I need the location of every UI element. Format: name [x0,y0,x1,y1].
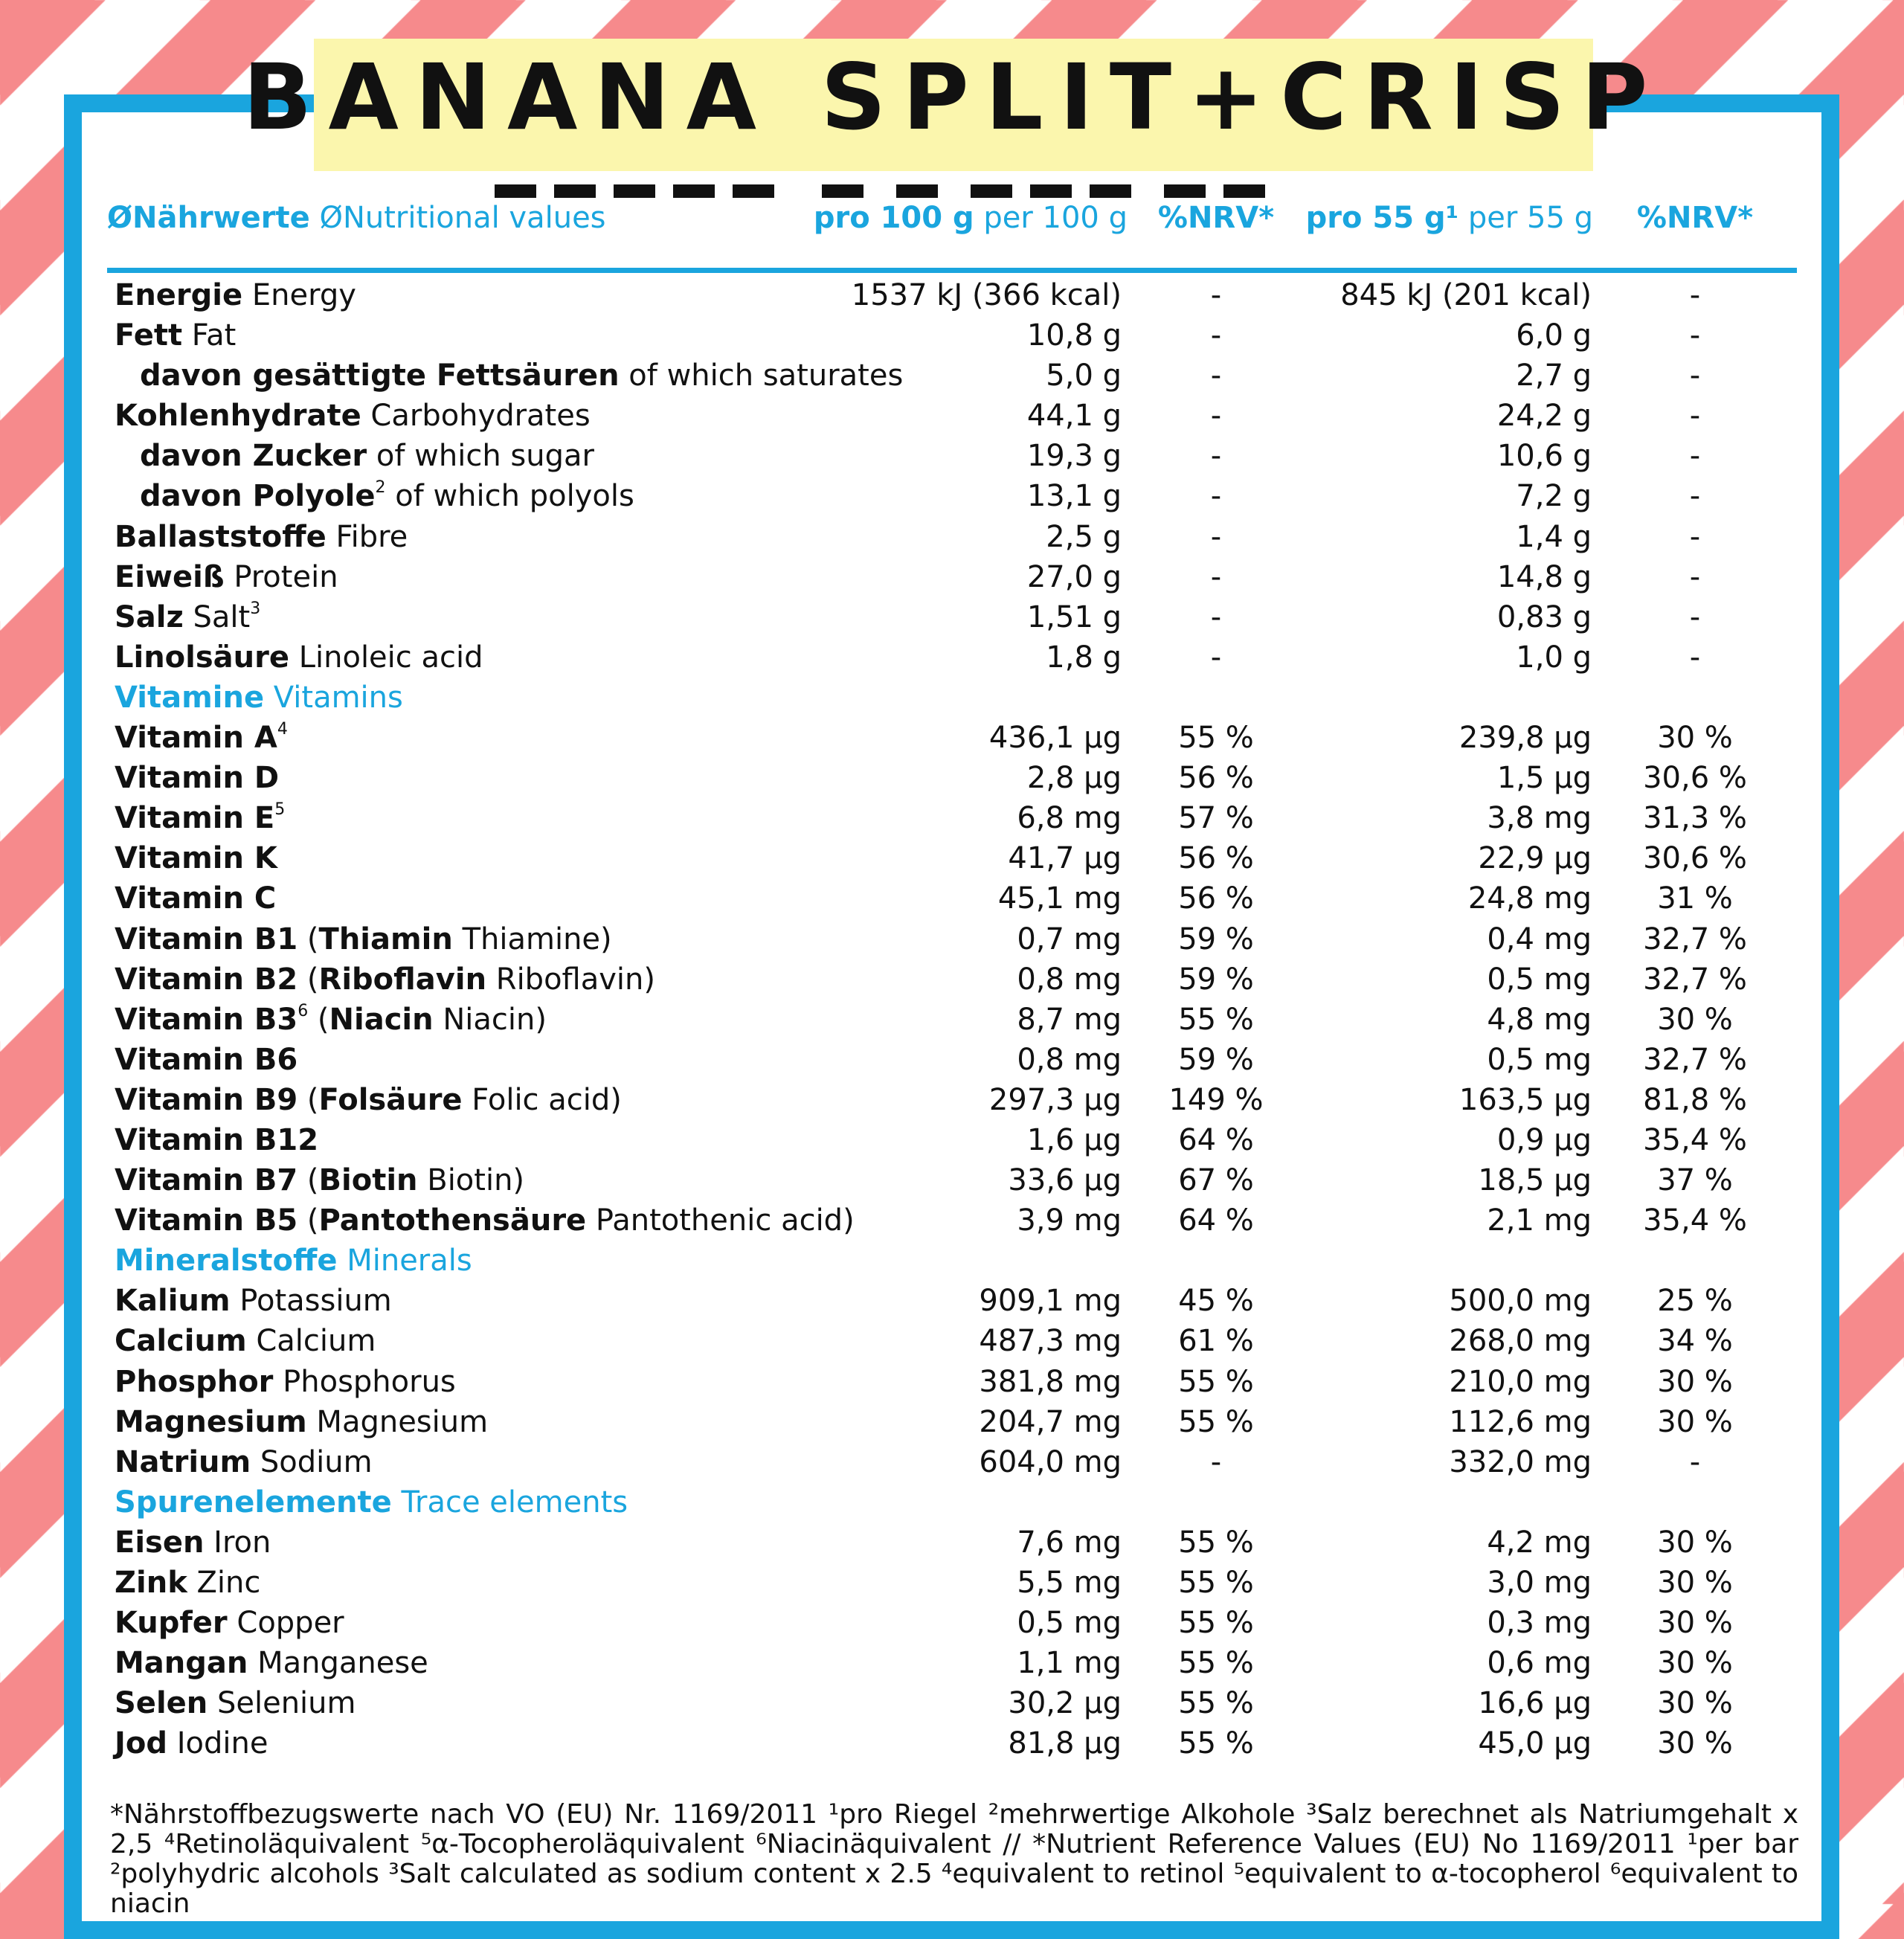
table-row [0,1160,1904,1200]
nrv-per-55g: - [1689,358,1701,393]
table-row [0,1603,1904,1643]
nrv-per-55g: 30 % [1657,1646,1733,1681]
title-banner [242,39,1665,171]
row-label: Magnesium Magnesium [115,1404,489,1439]
nrv-per-100g: - [1210,559,1222,594]
value-per-100g: 1,1 mg [1017,1646,1122,1681]
nrv-per-100g: 55 % [1178,1686,1254,1721]
nrv-per-100g: 149 % [1168,1082,1264,1117]
value-per-55g: 0,4 mg [1487,922,1592,956]
value-per-55g: 0,5 mg [1487,962,1592,997]
value-per-100g: 13,1 g [1026,479,1122,514]
table-row [0,315,1904,356]
value-per-100g: 44,1 g [1026,399,1122,434]
table-row [0,718,1904,758]
value-per-55g: 7,2 g [1516,479,1592,514]
row-label: Eisen Iron [115,1525,271,1560]
value-per-100g: 33,6 µg [1008,1163,1122,1198]
value-per-100g: 297,3 µg [988,1082,1122,1117]
row-label: Vitamin B2 (Riboflavin Riboflavin) [115,962,655,997]
product-title: BANANA SPLIT+CRISP [242,45,1665,150]
value-per-55g: 332,0 mg [1449,1444,1592,1479]
nrv-per-55g: 31,3 % [1643,801,1747,836]
row-label: davon gesättigte Fettsäuren of which saturates [140,358,904,393]
value-per-100g: 3,9 mg [1017,1203,1122,1238]
value-per-100g: 487,3 mg [979,1324,1122,1359]
row-label: Linolsäure Linoleic acid [115,640,483,675]
nrv-per-100g: 55 % [1178,721,1254,756]
value-per-100g: 0,5 mg [1017,1606,1122,1641]
nrv-per-100g: - [1210,599,1222,634]
nrv-per-100g: 57 % [1178,801,1254,836]
nrv-per-100g: 55 % [1178,1364,1254,1399]
row-label: Jod Iodine [115,1726,268,1761]
row-label: Kalium Potassium [115,1284,392,1319]
row-label: Spurenelemente Trace elements [115,1485,628,1520]
nrv-per-100g: - [1210,479,1222,514]
section-heading [0,1241,1904,1281]
table-row [0,1080,1904,1120]
nrv-per-100g: 64 % [1178,1203,1254,1238]
table-row [0,1281,1904,1321]
value-per-100g: 10,8 g [1026,318,1122,353]
value-per-55g: 22,9 µg [1478,841,1592,876]
row-label: Vitamin B5 (Pantothensäure Pantothenic acid) [115,1203,855,1238]
value-per-55g: 0,9 µg [1496,1122,1592,1157]
value-per-100g: 2,5 g [1046,519,1122,554]
row-label: Vitamin K [115,841,277,876]
row-label: Fett Fat [115,318,237,353]
value-per-100g: 1,8 g [1046,640,1122,675]
header-rule [107,268,1797,273]
row-label: Mangan Manganese [115,1646,428,1681]
value-per-100g: 381,8 mg [979,1364,1122,1399]
header-nrv-55g: %NRV* [1636,201,1754,235]
value-per-100g: 1,6 µg [1026,1122,1122,1157]
table-row [0,396,1904,436]
nrv-per-55g: - [1689,399,1701,434]
nrv-per-55g: 31 % [1657,881,1733,916]
row-label: Salz Salt$^3$ [115,599,261,634]
value-per-100g: 30,2 µg [1008,1686,1122,1721]
nrv-per-100g: 56 % [1178,761,1254,796]
value-per-100g: 0,8 mg [1017,962,1122,997]
footnote: *Nährstoffbezugswerte nach VO (EU) Nr. 1169/2011 ¹pro Riegel ²mehrwertige Alkohole ³Salz berechnet als Natriumgehalt x 2,5 ⁴Retinoläquivalent ⁵α-Tocopheroläquivalent ⁶Niacinäquivalent // *Nutrient Reference Values (EU) No 1169/2011 ¹per bar ²polyhydric alcohols ³Salt calculated as sodium content x 2.5 ⁴equivalent to retinol ⁵equivalent to α-tocopherol ⁶equivalent to niacin [110,1799,1798,1919]
value-per-55g: 2,7 g [1516,358,1592,393]
nrv-per-55g: 30,6 % [1643,761,1747,796]
nrv-per-100g: 55 % [1178,1002,1254,1037]
nrv-per-100g: 59 % [1178,962,1254,997]
nrv-per-55g: - [1689,278,1701,312]
nutrition-table [0,275,1904,1763]
row-label: Vitamin B7 (Biotin Biotin) [115,1163,525,1198]
table-row [0,1362,1904,1402]
value-per-100g: 6,8 mg [1017,801,1122,836]
row-label: Energie Energy [115,278,356,312]
nrv-per-55g: - [1689,640,1701,675]
nrv-per-100g: 55 % [1178,1566,1254,1600]
nrv-per-55g: 34 % [1657,1324,1733,1359]
table-row [0,1563,1904,1603]
nrv-per-55g: 30 % [1657,1606,1733,1641]
value-per-100g: 7,6 mg [1017,1525,1122,1560]
section-heading [0,678,1904,718]
value-per-100g: 2,8 µg [1026,761,1122,796]
row-label: Selen Selenium [115,1686,356,1721]
nrv-per-55g: - [1689,559,1701,594]
value-per-55g: 112,6 mg [1449,1404,1592,1439]
nrv-per-55g: 30 % [1657,1566,1733,1600]
value-per-55g: 4,8 mg [1487,1002,1592,1037]
value-per-55g: 3,0 mg [1487,1566,1592,1600]
table-row [0,1723,1904,1763]
table-row [0,1000,1904,1040]
nrv-per-100g: 55 % [1178,1404,1254,1439]
nrv-per-55g: 32,7 % [1643,922,1747,956]
value-per-100g: 27,0 g [1026,559,1122,594]
value-per-55g: 24,8 mg [1467,881,1592,916]
table-row [0,1402,1904,1442]
table-row [0,1040,1904,1080]
row-label: Vitamine Vitamins [115,680,403,715]
value-per-100g: 41,7 µg [1008,841,1122,876]
row-label: davon Zucker of which sugar [140,439,594,474]
nrv-per-100g: 55 % [1178,1606,1254,1641]
nrv-per-100g: - [1210,1444,1222,1479]
nrv-per-55g: 30 % [1657,1686,1733,1721]
nrv-per-55g: 30 % [1657,721,1733,756]
value-per-55g: 1,5 µg [1496,761,1592,796]
table-row [0,557,1904,597]
nrv-per-55g: - [1689,318,1701,353]
row-label: Mineralstoffe Minerals [115,1244,472,1279]
table-row [0,838,1904,878]
nrv-per-100g: - [1210,640,1222,675]
value-per-55g: 845 kJ (201 kcal) [1340,278,1592,312]
row-label: Vitamin B12 [115,1122,319,1157]
value-per-55g: 500,0 mg [1449,1284,1592,1319]
value-per-55g: 1,4 g [1516,519,1592,554]
value-per-100g: 5,5 mg [1017,1566,1122,1600]
nrv-per-100g: 55 % [1178,1525,1254,1560]
value-per-100g: 204,7 mg [979,1404,1122,1439]
value-per-100g: 1537 kJ (366 kcal) [851,278,1122,312]
nrv-per-55g: 81,8 % [1643,1082,1747,1117]
nrv-per-100g: - [1210,439,1222,474]
nrv-per-55g: - [1689,479,1701,514]
value-per-55g: 4,2 mg [1487,1525,1592,1560]
nrv-per-55g: 30 % [1657,1404,1733,1439]
row-label: Vitamin $E^5$ [115,800,286,836]
table-row [0,517,1904,557]
row-label: Natrium Sodium [115,1444,373,1479]
table-row [0,476,1904,516]
row-label: Vitamin B9 (Folsäure Folic acid) [115,1082,622,1117]
table-row [0,1200,1904,1241]
nrv-per-55g: - [1689,1444,1701,1479]
table-row [0,597,1904,637]
table-row [0,1522,1904,1563]
table-row [0,436,1904,476]
nrv-per-100g: 59 % [1178,1042,1254,1077]
value-per-55g: 45,0 µg [1478,1726,1592,1761]
row-label: Kohlenhydrate Carbohydrates [115,399,591,434]
row-label: Vitamin D [115,761,280,796]
value-per-55g: 0,3 mg [1487,1606,1592,1641]
nrv-per-55g: 35,4 % [1643,1122,1747,1157]
nrv-per-55g: 25 % [1657,1284,1733,1319]
nrv-per-55g: - [1689,599,1701,634]
table-row [0,1643,1904,1683]
nrv-per-100g: - [1210,519,1222,554]
nrv-per-100g: 55 % [1178,1646,1254,1681]
nrv-per-100g: 55 % [1178,1726,1254,1761]
table-row [0,919,1904,959]
nrv-per-100g: - [1210,358,1222,393]
table-row [0,356,1904,396]
value-per-100g: 436,1 µg [988,721,1122,756]
row-label: Vitamin $A^4$ [115,720,288,756]
value-per-100g: 81,8 µg [1008,1726,1122,1761]
value-per-55g: 10,6 g [1496,439,1592,474]
value-per-55g: 3,8 mg [1487,801,1592,836]
value-per-100g: 0,8 mg [1017,1042,1122,1077]
table-row [0,1442,1904,1482]
value-per-100g: 5,0 g [1046,358,1122,393]
header-per-55g: pro 55 g¹ per 55 g [1305,201,1593,235]
nrv-per-100g: 61 % [1178,1324,1254,1359]
value-per-100g: 0,7 mg [1017,922,1122,956]
table-row [0,1321,1904,1361]
row-label: davon Polyole$^2$ of which polyols [140,478,634,514]
nrv-per-55g: 37 % [1657,1163,1733,1198]
row-label: Phosphor Phosphorus [115,1364,456,1399]
nrv-per-100g: - [1210,399,1222,434]
table-row [0,637,1904,678]
nrv-per-100g: - [1210,278,1222,312]
nrv-per-100g: - [1210,318,1222,353]
value-per-55g: 210,0 mg [1449,1364,1592,1399]
nrv-per-100g: 64 % [1178,1122,1254,1157]
value-per-55g: 6,0 g [1516,318,1592,353]
nrv-per-55g: 35,4 % [1643,1203,1747,1238]
value-per-100g: 1,51 g [1026,599,1122,634]
nrv-per-100g: 56 % [1178,841,1254,876]
nrv-per-55g: - [1689,439,1701,474]
value-per-55g: 16,6 µg [1478,1686,1592,1721]
table-row [0,275,1904,315]
row-label: Vitamin B6 [115,1042,298,1077]
nrv-per-100g: 56 % [1178,881,1254,916]
value-per-55g: 239,8 µg [1458,721,1592,756]
table-row [0,878,1904,919]
row-label: Calcium Calcium [115,1324,376,1359]
section-heading [0,1482,1904,1522]
nrv-per-55g: 30 % [1657,1726,1733,1761]
value-per-100g: 8,7 mg [1017,1002,1122,1037]
nrv-per-55g: 30 % [1657,1364,1733,1399]
row-label: Vitamin $B3^6$ (Niacin Niacin) [115,1001,547,1037]
value-per-55g: 0,6 mg [1487,1646,1592,1681]
value-per-100g: 604,0 mg [979,1444,1122,1479]
title-dashes [314,184,1593,199]
value-per-55g: 2,1 mg [1487,1203,1592,1238]
row-label: Vitamin C [115,881,277,916]
value-per-55g: 163,5 µg [1458,1082,1592,1117]
nrv-per-100g: 67 % [1178,1163,1254,1198]
value-per-55g: 0,83 g [1496,599,1592,634]
table-row [0,1120,1904,1160]
nrv-per-100g: 59 % [1178,922,1254,956]
table-row [0,758,1904,798]
nrv-per-100g: 45 % [1178,1284,1254,1319]
nrv-per-55g: 32,7 % [1643,1042,1747,1077]
nrv-per-55g: 30 % [1657,1002,1733,1037]
table-row [0,798,1904,838]
nrv-per-55g: 30,6 % [1643,841,1747,876]
row-label: Eiweiß Protein [115,559,338,594]
value-per-55g: 14,8 g [1496,559,1592,594]
value-per-100g: 909,1 mg [979,1284,1122,1319]
row-label: Vitamin B1 (Thiamin Thiamine) [115,922,612,956]
row-label: Ballaststoffe Fibre [115,519,408,554]
value-per-55g: 18,5 µg [1478,1163,1592,1198]
value-per-100g: 45,1 mg [997,881,1122,916]
nrv-per-55g: 30 % [1657,1525,1733,1560]
value-per-55g: 268,0 mg [1449,1324,1592,1359]
header-per-100g: pro 100 g per 100 g [813,201,1128,235]
header-nutrition-label: ØNährwerte ØNutritional values [107,201,606,235]
header-nrv-100g: %NRV* [1157,201,1275,235]
value-per-55g: 0,5 mg [1487,1042,1592,1077]
value-per-55g: 24,2 g [1496,399,1592,434]
value-per-55g: 1,0 g [1516,640,1592,675]
row-label: Zink Zinc [115,1566,261,1600]
table-row [0,1683,1904,1723]
table-row [0,959,1904,1000]
nrv-per-55g: 32,7 % [1643,962,1747,997]
value-per-100g: 19,3 g [1026,439,1122,474]
row-label: Kupfer Copper [115,1606,344,1641]
nrv-per-55g: - [1689,519,1701,554]
